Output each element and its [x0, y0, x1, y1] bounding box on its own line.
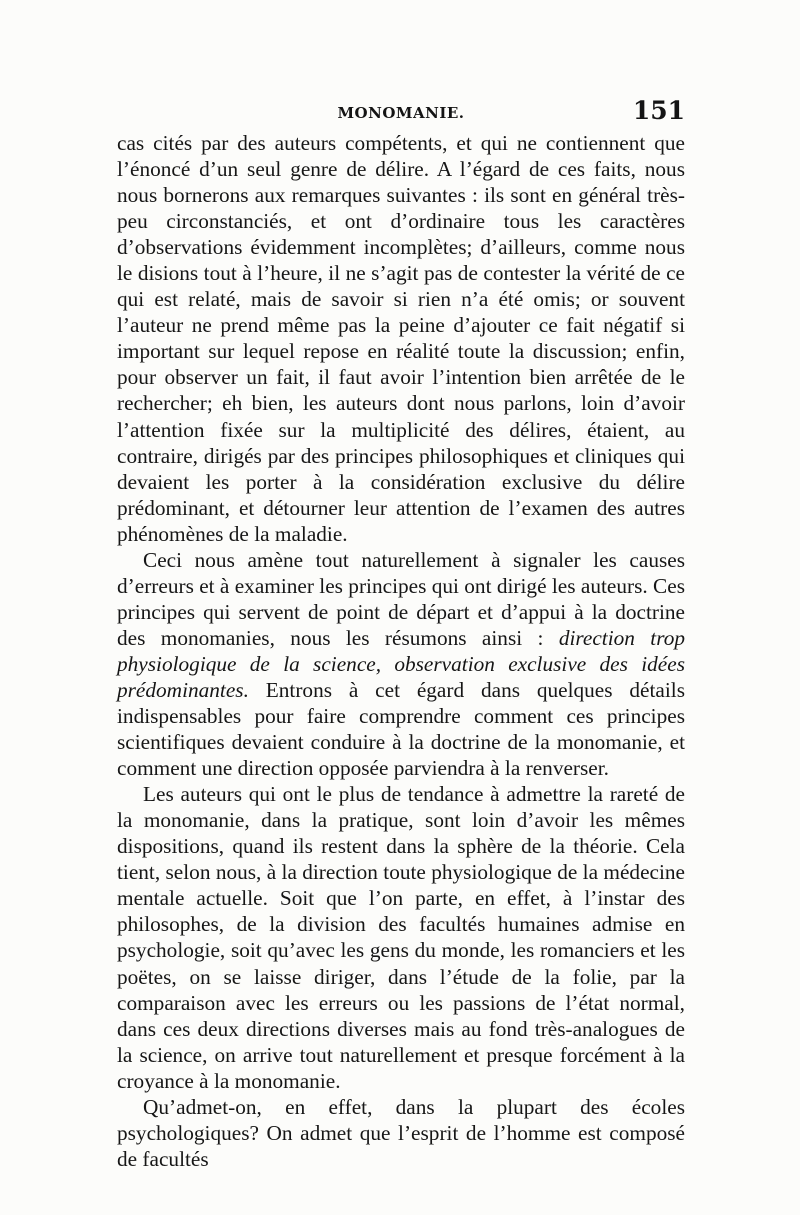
paragraph-2-text-start: Ceci nous amène tout naturellement à signaler les causes d’erreurs et à examiner les principes qui ont dirigé les auteurs. Ces principes qui servent de point de départ et d’appui à la doctrine des monomanies, nous les résumons ainsi : — [117, 547, 685, 650]
paragraph-1 — [117, 130, 685, 547]
page-number: 151 — [632, 96, 685, 125]
running-title: MONOMANIE. — [337, 104, 465, 122]
body-text — [117, 130, 685, 1172]
paragraph-1-text: cas cités par des auteurs compétents, et qui ne contiennent que l’énoncé d’un seul genre de délire. A l’égard de ces faits, nous nous bornerons aux remarques suivantes : ils sont en général très-peu circonstanciés, et ont d’ordinaire tous les caractères d’observations évidemment incomplètes; d’ailleurs, comme nous le disions tout à l’heure, il ne s’agit pas de contester la vérité de ce qui est relaté, mais de savoir si rien n’a été omis; or souvent l’auteur ne prend même pas la peine d’ajouter ce fait négatif si important sur lequel repose en réalité toute la discussion; enfin, pour observer un fait, il faut avoir l’intention bien arrêtée de le rechercher; eh bien, les auteurs dont nous parlons, loin d’avoir l’attention fixée sur la multiplicité des délires, étaient, au contraire, dirigés par des principes philosophiques et cliniques qui devaient les porter à la considération exclusive du délire prédominant, et détourner leur attention de l’examen des autres phénomènes de la maladie. — [117, 131, 685, 546]
paragraph-4 — [117, 1094, 685, 1172]
paragraph-2-italic-principles: direction trop physiologique de la science, observation exclusive des idées prédominantes. — [117, 625, 685, 702]
paragraph-4-text: Qu’admet-on, en effet, dans la plupart des écoles psychologiques? On admet que l’esprit de l’homme est composé de facultés — [117, 1094, 685, 1171]
paragraph-3 — [117, 781, 685, 1094]
page-header — [117, 96, 685, 130]
paragraph-2-text-end: Entrons à cet égard dans quelques détails indispensables pour faire comprendre comment ces principes scientifiques devaient conduire à la doctrine de la monomanie, et comment une direction opposée parviendra à la renverser. — [117, 677, 685, 781]
paragraph-2 — [117, 547, 685, 781]
paragraph-3-text: Les auteurs qui ont le plus de tendance à admettre la rareté de la monomanie, dans la pratique, sont loin d’avoir les mêmes dispositions, quand ils restent dans la sphère de la théorie. Cela tient, selon nous, à la direction toute physiologique de la médecine mentale actuelle. Soit que l’on parte, en effet, à l’instar des philosophes, de la division des facultés humaines admise en psychologie, soit qu’avec les gens du monde, les romanciers et les poëtes, on se laisse diriger, dans l’étude de la folie, par la comparaison avec les erreurs ou les passions de l’état normal, dans ces deux directions diverses mais au fond très-analogues de la science, on arrive tout naturellement et presque forcément à la croyance à la monomanie. — [117, 782, 685, 1093]
